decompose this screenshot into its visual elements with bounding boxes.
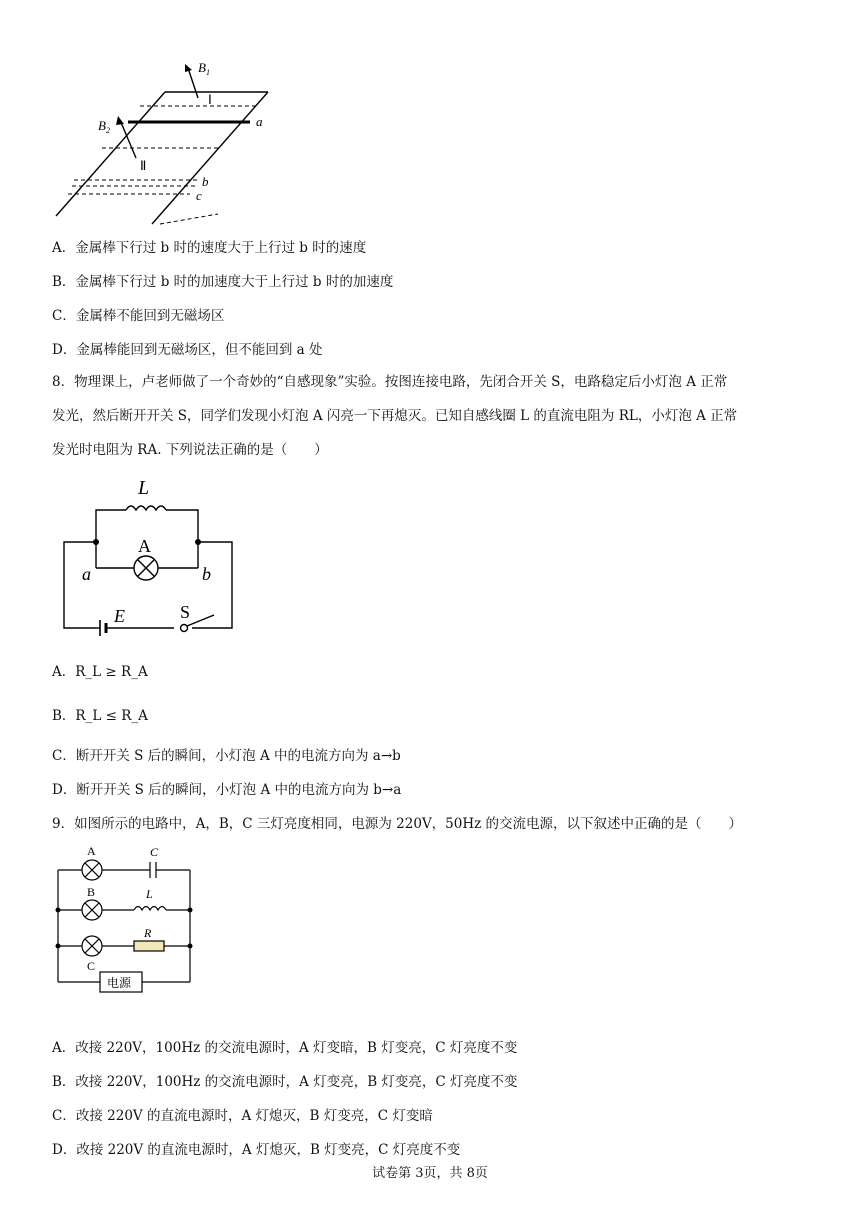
lamp-label: A (138, 536, 151, 556)
inductor-label: L (146, 887, 153, 901)
q7-option-b: B．金属棒下行过 b 时的加速度大于上行过 b 时的加速度 (52, 274, 394, 290)
q9-stem: 9．如图所示的电路中，A，B，C 三灯亮度相同，电源为 220V，50Hz 的交流电源，以下叙述中正确的是（ ） (52, 816, 743, 832)
q8-option-c: C．断开开关 S 后的瞬间，小灯泡 A 中的电流方向为 a→b (52, 748, 401, 764)
switch-label: S (180, 602, 191, 622)
q8-option-d: D．断开开关 S 后的瞬间，小灯泡 A 中的电流方向为 b→a (52, 782, 402, 798)
q9-option-b: B．改接 220V，100Hz 的交流电源时，A 灯变亮，B 灯变亮，C 灯亮度不变 (52, 1074, 518, 1090)
a-label: a (256, 114, 263, 129)
b-label: b (202, 174, 209, 189)
node-a-label: a (82, 564, 91, 584)
inductor-label: L (138, 477, 150, 499)
b1-label: B (198, 60, 206, 75)
self-induction-circuit-figure (56, 472, 246, 642)
lamp-c-label: C (87, 959, 96, 973)
region-1-label: Ⅰ (208, 92, 212, 107)
page-footer: 试卷第 3页，共 8页 (372, 1166, 488, 1181)
node-b-label: b (202, 564, 211, 584)
svg-text:B1: $B_1$ (198, 60, 210, 77)
q7-option-a: A．金属棒下行过 b 时的速度大于上行过 b 时的速度 (52, 240, 367, 256)
q8-stem-line-3: 发光时电阻为 RA. 下列说法正确的是（ ） (52, 442, 328, 458)
rails-figure (50, 58, 290, 228)
region-2-label: Ⅱ (140, 158, 147, 173)
ac-circuit-figure (54, 842, 204, 998)
lamp-a-label: A (87, 844, 96, 858)
q9-option-d: D．改接 220V 的直流电源时，A 灯熄灭，B 灯变亮，C 灯亮度不变 (52, 1142, 461, 1158)
b2-label: B (98, 118, 106, 133)
q8-stem-line-1: 8．物理课上，卢老师做了一个奇妙的“自感现象”实验。按图连接电路，先闭合开关 S，电路稳定后小灯泡 A 正常 (52, 374, 728, 390)
q7-option-d: D．金属棒能回到无磁场区，但不能回到 a 处 (52, 342, 323, 358)
source-label: 电源 (107, 976, 132, 990)
resistor-label: R (144, 926, 152, 940)
q9-option-a: A．改接 220V，100Hz 的交流电源时，A 灯变暗，B 灯变亮，C 灯亮度不变 (52, 1040, 518, 1056)
svg-text:B2: $B_2$ (98, 118, 110, 135)
q8-option-a: A．R_L ≥ R_A (52, 664, 148, 680)
capacitor-label: C (150, 845, 159, 859)
q8-stem-line-2: 发光，然后断开开关 S，同学们发现小灯泡 A 闪亮一下再熄灭。已知自感线圈 L 的直流电阻为 RL，小灯泡 A 正常 (52, 408, 738, 424)
q8-option-b: B．R_L ≤ R_A (52, 708, 148, 724)
q7-option-c: C．金属棒不能回到无磁场区 (52, 308, 225, 324)
emf-label: E (114, 606, 125, 626)
q9-option-c: C．改接 220V 的直流电源时，A 灯熄灭，B 灯变亮，C 灯变暗 (52, 1108, 433, 1124)
c-label: c (196, 188, 202, 203)
lamp-b-label: B (87, 885, 96, 899)
